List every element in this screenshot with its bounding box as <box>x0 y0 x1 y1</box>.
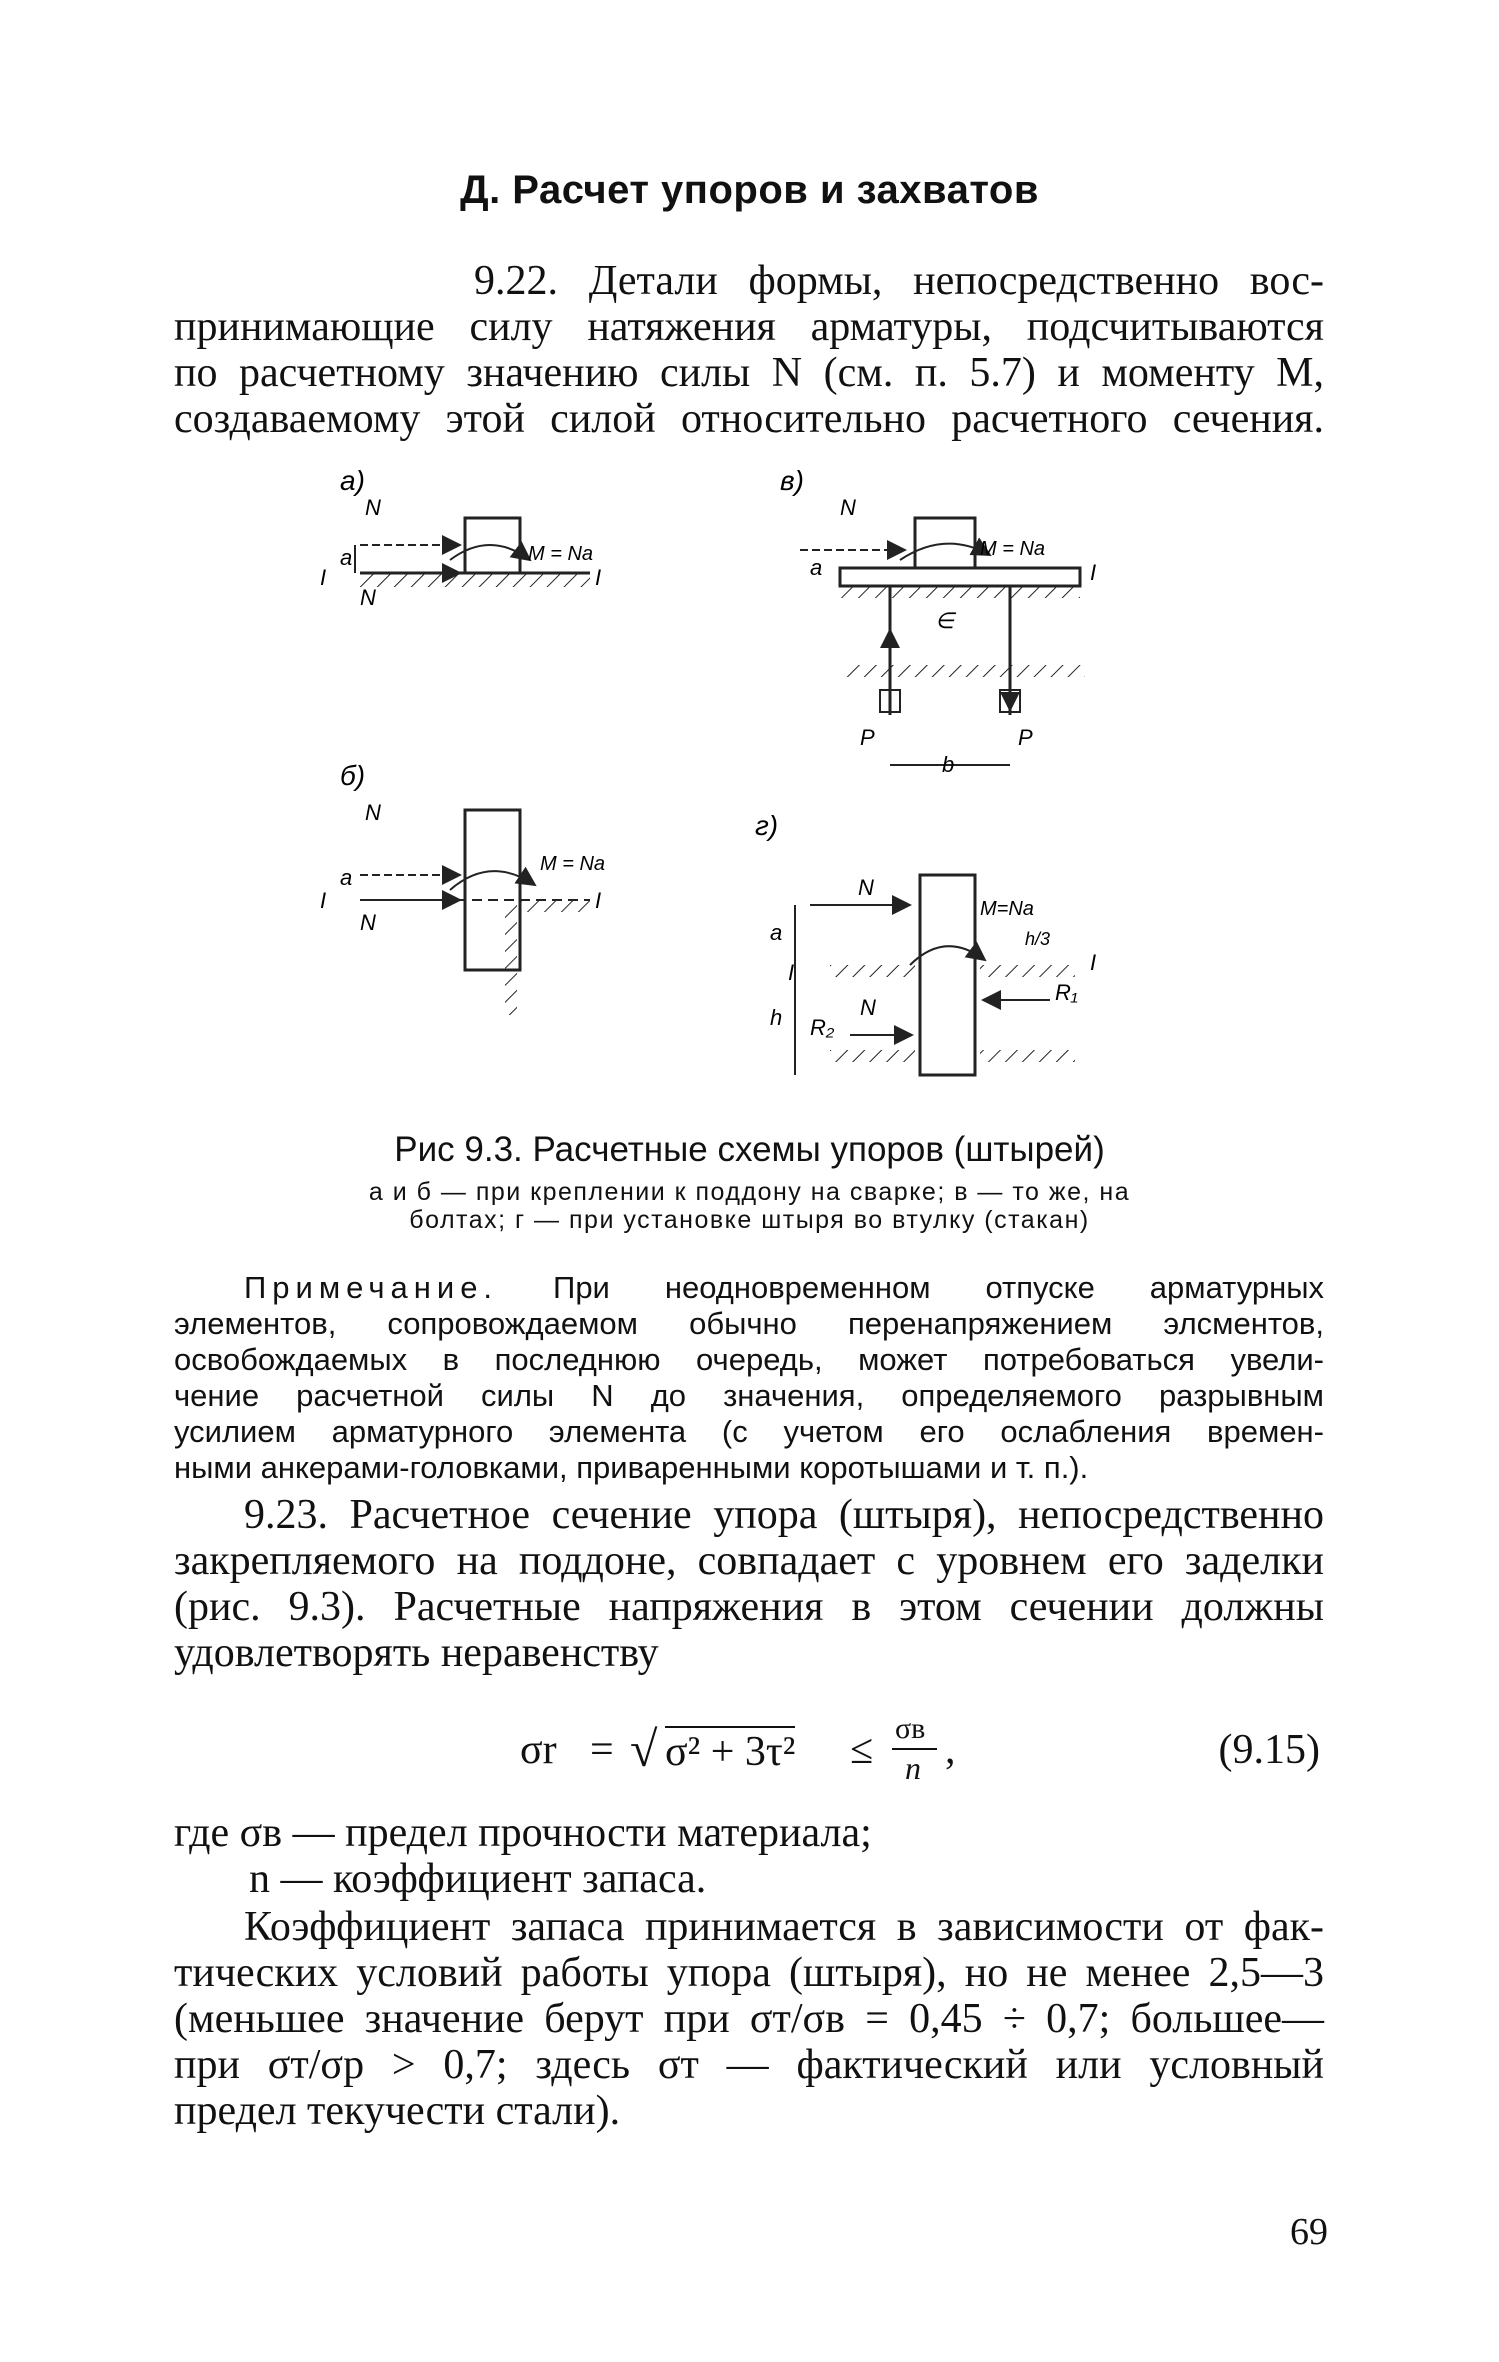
panel-b <box>320 760 605 1015</box>
plate-v <box>840 568 1080 586</box>
paragraph-line: Коэффициент запаса принимается в зависимости от фак- <box>244 1904 1324 1950</box>
hatched-base-a <box>360 573 590 587</box>
paragraph-line: по расчетному значению силы N (см. п. 5.7) и моменту M, <box>174 350 1324 396</box>
label-a: a <box>810 555 823 580</box>
note-label: Примечание. <box>244 1270 499 1305</box>
note-line: ными анкерами-головками, приваренными коротышами и т. п.). <box>174 1450 1089 1485</box>
paragraph-coefficient <box>174 1904 1324 2134</box>
where-line: где σв — предел прочности материала; <box>174 1810 872 1856</box>
label-I: I <box>1090 950 1097 975</box>
note-line: чение расчетной силы N до значения, определяемого разрывным <box>174 1378 1324 1413</box>
formula-numerator: σв <box>895 1712 926 1745</box>
paragraph-line: тических условий работы упора (штыря), но не менее 2,5—3 <box>174 1950 1324 1996</box>
label-h: h <box>770 1005 783 1030</box>
panel-label-v: в) <box>780 465 804 496</box>
panel-label-a: а) <box>340 465 365 496</box>
formula-denominator: n <box>905 1750 921 1786</box>
paragraph-line: предел текучести стали). <box>174 2088 621 2134</box>
paragraph-line: 9.23. Расчетное сечение упора (штыря), непосредственно <box>244 1492 1324 1538</box>
formula-number: (9.15) <box>1218 1727 1320 1773</box>
label-h3: h/3 <box>1025 929 1051 949</box>
label-I: I <box>1090 560 1097 585</box>
caption-line: болтах; г — при установке штыря во втулку (стакан) <box>409 1206 1090 1234</box>
label-N: N <box>365 495 381 520</box>
label-P: P <box>1018 725 1033 750</box>
label-N: N <box>360 910 376 935</box>
figure-caption-lines <box>0 1178 1499 1234</box>
hatched-base-v <box>845 665 1085 677</box>
label-I: I <box>320 888 327 913</box>
label-I: I <box>788 960 795 985</box>
caption-line: а и б — при креплении к поддону на сварке; в — то же, на <box>368 1178 1131 1206</box>
note-line <box>174 1270 1324 1306</box>
figure-caption-title: Рис 9.3. Расчетные схемы упоров (штырей) <box>394 1130 1105 1169</box>
hatched-base-b <box>520 900 590 912</box>
label-b: b <box>942 752 955 777</box>
label-R2: R₂ <box>810 1015 835 1040</box>
label-a: a <box>770 920 783 945</box>
paragraph-9-23 <box>174 1492 1324 1676</box>
page-number: 69 <box>1290 2211 1328 2253</box>
figure-9-3 <box>300 460 1200 1120</box>
label-moment: M=Na <box>980 898 1034 920</box>
label-N: N <box>365 800 381 825</box>
label-N: N <box>360 585 376 610</box>
formula-radicand: σ² + 3τ² <box>665 1726 795 1776</box>
label-I: I <box>595 565 602 590</box>
paragraph-line: (меньшее значение берут при σт/σв = 0,45 ÷ 0,7; большее— <box>174 1996 1324 2042</box>
formula-9-15: σr = √ σ² + 3τ² ≤ σв n , (9.15) <box>520 1712 1320 1786</box>
paragraph-line: создаваемому этой силой относительно расчетного сечения. <box>174 396 1324 442</box>
pin-g <box>920 875 975 1075</box>
paragraph-line: удовлетворять неравенству <box>174 1630 659 1676</box>
label-moment: M = Na <box>540 853 606 875</box>
formula-lhs: σr <box>520 1727 557 1773</box>
panel-g <box>755 810 1096 1075</box>
label-N: N <box>840 495 856 520</box>
label-ee: ∈ <box>935 608 955 633</box>
panel-a <box>320 465 601 610</box>
label-moment: M = Na <box>980 538 1046 560</box>
note-text: При неодновременном отпуске арматурных <box>553 1270 1324 1305</box>
label-R1: R₁ <box>1055 980 1078 1005</box>
where-line: n — коэффициент запаса. <box>249 1856 707 1902</box>
moment-arrow-b <box>450 871 535 890</box>
note-line: усилием арматурного элемента (с учетом его ослабления времен- <box>174 1414 1324 1449</box>
label-N: N <box>858 875 874 900</box>
label-I: I <box>595 888 602 913</box>
paragraph-line: (рис. 9.3). Расчетные напряжения в этом сечении должны <box>174 1584 1324 1630</box>
panel-v <box>780 465 1096 777</box>
paragraph-9-22 <box>174 258 1324 442</box>
paragraph-line: закрепляемого на поддоне, совпадает с уровнем его заделки <box>174 1538 1324 1584</box>
paragraph-line: принимающие силу натяжения арматуры, подсчитываются <box>174 304 1324 350</box>
panel-label-b: б) <box>340 760 366 791</box>
label-I: I <box>320 565 327 590</box>
note-line: элементов, сопровождаемом обычно перенапряжением элсментов, <box>174 1306 1324 1341</box>
paragraph-line: при σт/σр > 0,7; здесь σт — фактический или условный <box>174 2042 1324 2088</box>
note-line: освобождаемых в последнюю очередь, может потребоваться увели- <box>174 1342 1324 1377</box>
note-block <box>174 1270 1324 1486</box>
label-moment: M = Na <box>528 543 594 565</box>
label-N: N <box>860 995 876 1020</box>
sleeve-top-left <box>830 965 915 977</box>
section-heading: Д. Расчет упоров и захватов <box>460 168 1039 212</box>
label-a: a <box>340 865 353 890</box>
where-block <box>174 1810 1324 1902</box>
moment-arrow-a <box>450 545 530 560</box>
paragraph-line: 9.22. Детали формы, непосредственно вос- <box>474 258 1324 304</box>
panel-label-g: г) <box>755 810 779 841</box>
label-P: P <box>860 725 875 750</box>
label-a: a <box>340 545 353 570</box>
